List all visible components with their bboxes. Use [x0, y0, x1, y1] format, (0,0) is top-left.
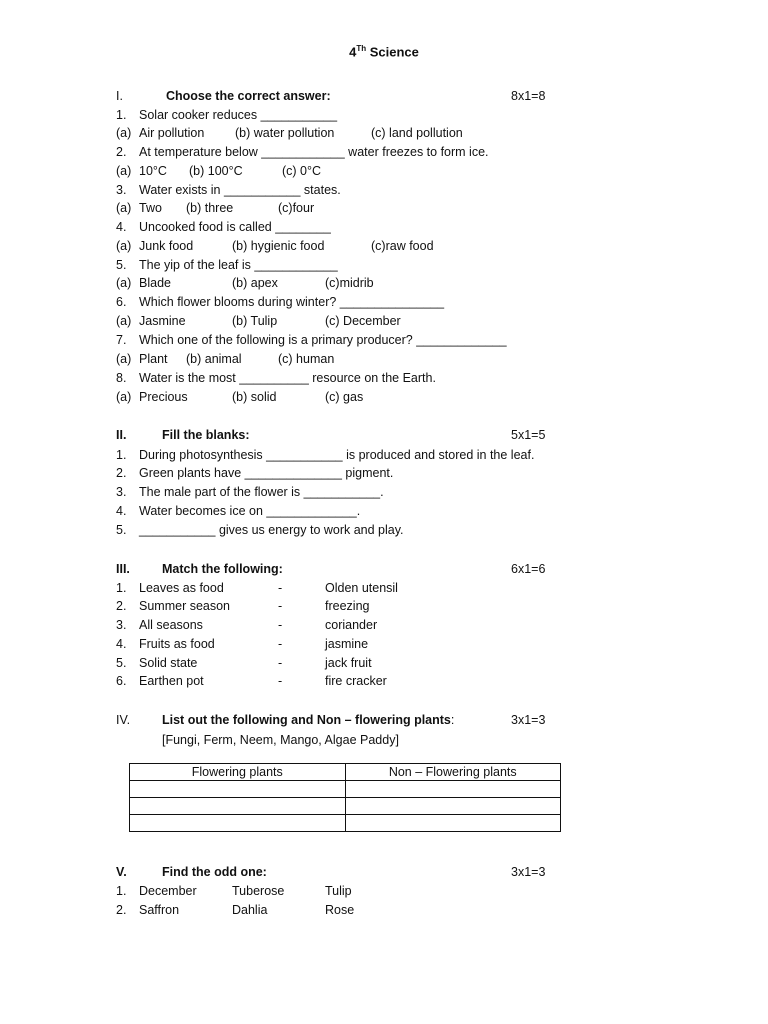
question [0, 220, 768, 238]
option-a: Plant [139, 352, 168, 366]
match-row [0, 674, 768, 692]
match-right: coriander [325, 618, 378, 632]
question-text: Solar cooker reduces ___________ [139, 108, 338, 122]
section-3-header [0, 562, 768, 580]
option-label: (a) [116, 239, 132, 253]
word-c: Tulip [325, 884, 352, 898]
word-a: December [139, 884, 197, 898]
option-b: (b) Tulip [232, 314, 278, 328]
row-number: 1. [116, 884, 127, 898]
odd-one-row [0, 903, 768, 921]
question [0, 371, 768, 389]
title-subject: Science [369, 44, 419, 60]
match-left: Fruits as food [139, 637, 215, 651]
match-left: Earthen pot [139, 674, 204, 688]
section-5-header [0, 865, 768, 883]
match-row [0, 637, 768, 655]
question-text: Which one of the following is a primary producer? _____________ [139, 333, 507, 347]
section-4-header [0, 713, 768, 731]
option-b: (b) three [186, 201, 234, 215]
option-a: Two [139, 201, 162, 215]
question [0, 183, 768, 201]
option-a: Blade [139, 276, 171, 290]
table-cell[interactable] [130, 798, 346, 815]
heading-colon: : [450, 713, 455, 727]
question [0, 333, 768, 351]
list-item [0, 485, 768, 503]
section-heading [162, 713, 454, 727]
row-number: 5. [116, 656, 127, 670]
question-number: 5. [116, 258, 127, 272]
option-label: (a) [116, 164, 132, 178]
question-number: 4. [116, 220, 127, 234]
heading-text: List out the following and Non – flowering plants [162, 713, 451, 727]
match-left: All seasons [139, 618, 203, 632]
section-number: IV. [116, 713, 131, 727]
option-c: (c) human [278, 352, 335, 366]
options-row [0, 126, 768, 144]
question-text: Uncooked food is called ________ [139, 220, 331, 234]
option-b: (b) water pollution [235, 126, 335, 140]
options-row [0, 276, 768, 294]
table-cell[interactable] [345, 798, 561, 815]
table-cell[interactable] [130, 815, 346, 832]
item-number: 2. [116, 466, 127, 480]
section-marks: 3x1=3 [511, 865, 546, 879]
item-number: 1. [116, 448, 127, 462]
option-label: (a) [116, 314, 132, 328]
match-left: Summer season [139, 599, 231, 613]
table-row [130, 815, 561, 832]
option-a: Precious [139, 390, 188, 404]
title-suffix: Th [356, 44, 367, 53]
word-b: Dahlia [232, 903, 268, 917]
row-number: 4. [116, 637, 127, 651]
question-number: 2. [116, 145, 127, 159]
options-row [0, 201, 768, 219]
option-b: (b) 100°C [189, 164, 243, 178]
section-number: III. [116, 562, 130, 576]
item-number: 5. [116, 523, 127, 537]
table-header-row [130, 764, 561, 781]
item-text: During photosynthesis ___________ is produced and stored in the leaf. [139, 448, 535, 462]
option-a: Jasmine [139, 314, 186, 328]
title-grade: 4 [349, 44, 357, 60]
option-b: (b) solid [232, 390, 277, 404]
match-right: fire cracker [325, 674, 387, 688]
row-number: 2. [116, 903, 127, 917]
match-dash: - [278, 581, 283, 595]
odd-one-row [0, 884, 768, 902]
list-item [0, 523, 768, 541]
question [0, 258, 768, 276]
section-marks: 8x1=8 [511, 89, 546, 103]
question-text: Water is the most __________ resource on the Earth. [139, 371, 436, 385]
match-right: freezing [325, 599, 370, 613]
section-2-header [0, 428, 768, 446]
table-cell[interactable] [345, 815, 561, 832]
section-marks: 3x1=3 [511, 713, 546, 727]
option-label: (a) [116, 126, 132, 140]
option-label: (a) [116, 276, 132, 290]
section-marks: 6x1=6 [511, 562, 546, 576]
section-number: I. [116, 89, 123, 103]
question-number: 1. [116, 108, 127, 122]
match-right: Olden utensil [325, 581, 398, 595]
item-text: Water becomes ice on _____________. [139, 504, 361, 518]
match-row [0, 618, 768, 636]
word-c: Rose [325, 903, 355, 917]
section-marks: 5x1=5 [511, 428, 546, 442]
match-right: jasmine [325, 637, 369, 651]
question-number: 6. [116, 295, 127, 309]
match-row [0, 656, 768, 674]
item-number: 3. [116, 485, 127, 499]
row-number: 2. [116, 599, 127, 613]
match-row [0, 581, 768, 599]
question [0, 108, 768, 126]
option-b: (b) animal [186, 352, 242, 366]
word-a: Saffron [139, 903, 180, 917]
option-a: Junk food [139, 239, 194, 253]
option-c: (c) land pollution [371, 126, 463, 140]
option-label: (a) [116, 390, 132, 404]
section-heading: Match the following: [162, 562, 283, 576]
plant-list-note: [Fungi, Ferm, Neem, Mango, Algae Paddy] [162, 733, 399, 747]
section-heading: Find the odd one: [162, 865, 267, 879]
match-left: Solid state [139, 656, 198, 670]
column-non-flowering: Non – Flowering plants [345, 764, 561, 781]
match-dash: - [278, 656, 283, 670]
option-c: (c)midrib [325, 276, 374, 290]
match-dash: - [278, 674, 283, 688]
match-row [0, 599, 768, 617]
list-item [0, 466, 768, 484]
match-left: Leaves as food [139, 581, 224, 595]
section-1-header [0, 89, 768, 107]
options-row [0, 352, 768, 370]
options-row [0, 314, 768, 332]
match-dash: - [278, 599, 283, 613]
option-c: (c) gas [325, 390, 364, 404]
question-text: Which flower blooms during winter? _______________ [139, 295, 445, 309]
question-number: 8. [116, 371, 127, 385]
question [0, 145, 768, 163]
options-row [0, 239, 768, 257]
question [0, 295, 768, 313]
row-number: 3. [116, 618, 127, 632]
item-text: Green plants have ______________ pigment. [139, 466, 394, 480]
plants-table [129, 763, 561, 832]
options-row [0, 164, 768, 182]
list-item [0, 448, 768, 466]
option-c: (c)raw food [371, 239, 434, 253]
row-number: 1. [116, 581, 127, 595]
list-item [0, 504, 768, 522]
options-row [0, 390, 768, 408]
question-number: 7. [116, 333, 127, 347]
item-text: ___________ gives us energy to work and play. [139, 523, 404, 537]
option-c: (c) 0°C [282, 164, 322, 178]
table-cell[interactable] [130, 781, 346, 798]
column-flowering: Flowering plants [130, 764, 346, 781]
section-heading: Fill the blanks: [162, 428, 250, 442]
option-label: (a) [116, 352, 132, 366]
option-c: (c) December [325, 314, 401, 328]
question-text: Water exists in ___________ states. [139, 183, 341, 197]
section-number: V. [116, 865, 127, 879]
option-b: (b) hygienic food [232, 239, 325, 253]
option-a: 10°C [139, 164, 167, 178]
item-text: The male part of the flower is ___________. [139, 485, 384, 499]
table-row [130, 781, 561, 798]
option-b: (b) apex [232, 276, 278, 290]
section-heading: Choose the correct answer: [166, 89, 331, 103]
table-cell[interactable] [345, 781, 561, 798]
page-title [0, 44, 768, 59]
match-dash: - [278, 618, 283, 632]
match-right: jack fruit [325, 656, 372, 670]
question-text: At temperature below ____________ water freezes to form ice. [139, 145, 489, 159]
option-c: (c)four [278, 201, 315, 215]
section-number: II. [116, 428, 127, 442]
question-number: 3. [116, 183, 127, 197]
table-row [130, 798, 561, 815]
question-text: The yip of the leaf is ____________ [139, 258, 338, 272]
row-number: 6. [116, 674, 127, 688]
option-label: (a) [116, 201, 132, 215]
match-dash: - [278, 637, 283, 651]
word-b: Tuberose [232, 884, 285, 898]
item-number: 4. [116, 504, 127, 518]
option-a: Air pollution [139, 126, 205, 140]
